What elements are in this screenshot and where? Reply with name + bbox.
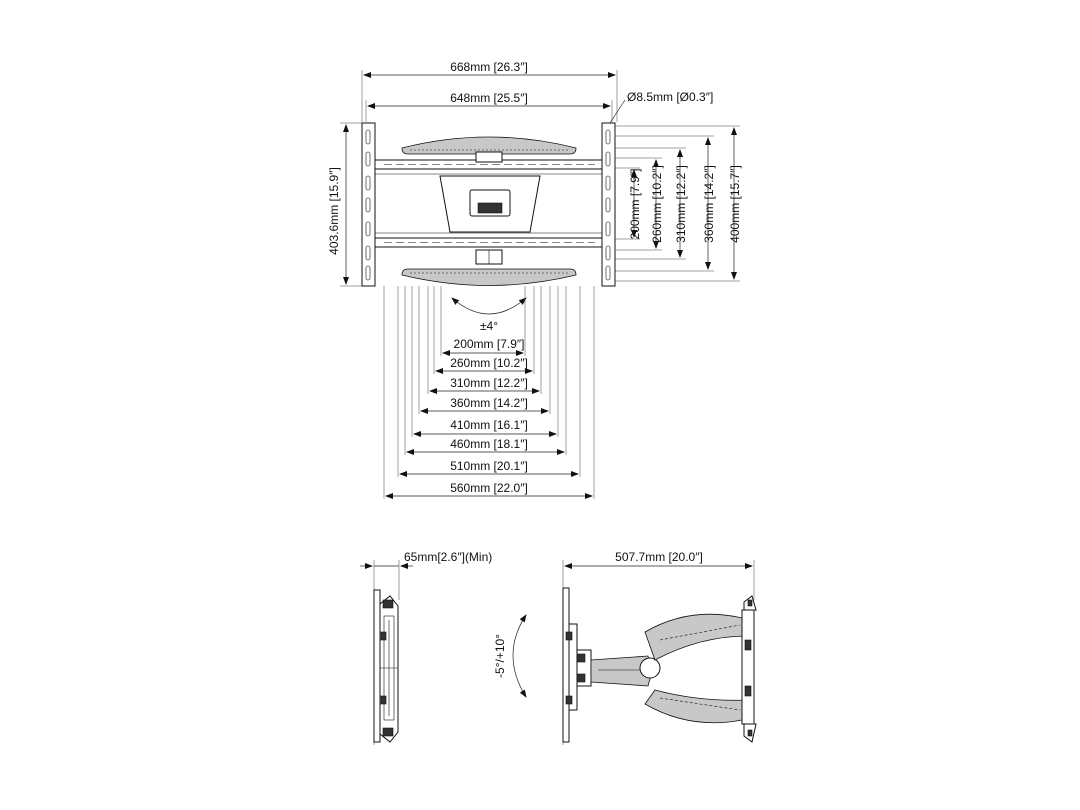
- hspacing-1: 200mm [7.9″]: [453, 337, 525, 351]
- hspacing-5: 410mm [16.1″]: [450, 418, 528, 432]
- bottom-arm: [402, 269, 576, 286]
- tilt-range-label: -5°/+10°: [493, 634, 507, 678]
- hspacing-3: 310mm [12.2″]: [450, 376, 528, 390]
- side-view-folded: [360, 550, 526, 745]
- hspacing-8: 560mm [22.0″]: [450, 481, 528, 495]
- max-extension-label: 507.7mm [20.0″]: [615, 550, 703, 564]
- height-label: 403.6mm [15.9″]: [327, 167, 341, 255]
- min-depth-label: 65mm[2.6″](Min): [404, 550, 493, 564]
- side-view-extended: [563, 550, 756, 745]
- hspacing-7: 510mm [20.1″]: [450, 459, 528, 473]
- vspacing-3: 310mm [12.2″]: [674, 165, 688, 243]
- overall-width-label: 668mm [26.3″]: [450, 60, 528, 74]
- vspacing-5: 400mm [15.7″]: [728, 165, 742, 243]
- hspacing-4: 360mm [14.2″]: [450, 396, 528, 410]
- lower-long-arm: [645, 690, 748, 723]
- plate-width-label: 648mm [25.5″]: [450, 91, 528, 105]
- top-arm: [402, 137, 576, 154]
- vspacing-1: 200mm [7.9″]: [628, 168, 642, 240]
- tilt-angle-label: ±4°: [479, 319, 499, 333]
- upper-long-arm: [645, 614, 748, 660]
- hole-diameter-label: Ø8.5mm [Ø0.3″]: [627, 90, 714, 104]
- vspacing-4: 360mm [14.2″]: [702, 165, 716, 243]
- front-view: [327, 60, 742, 499]
- hspacing-6: 460mm [18.1″]: [450, 437, 528, 451]
- vertical-spacing-dims: [615, 126, 742, 281]
- vspacing-2: 260mm [10.2″]: [650, 165, 664, 243]
- hspacing-2: 260mm [10.2″]: [450, 356, 528, 370]
- horizontal-spacing-dims: [384, 286, 594, 499]
